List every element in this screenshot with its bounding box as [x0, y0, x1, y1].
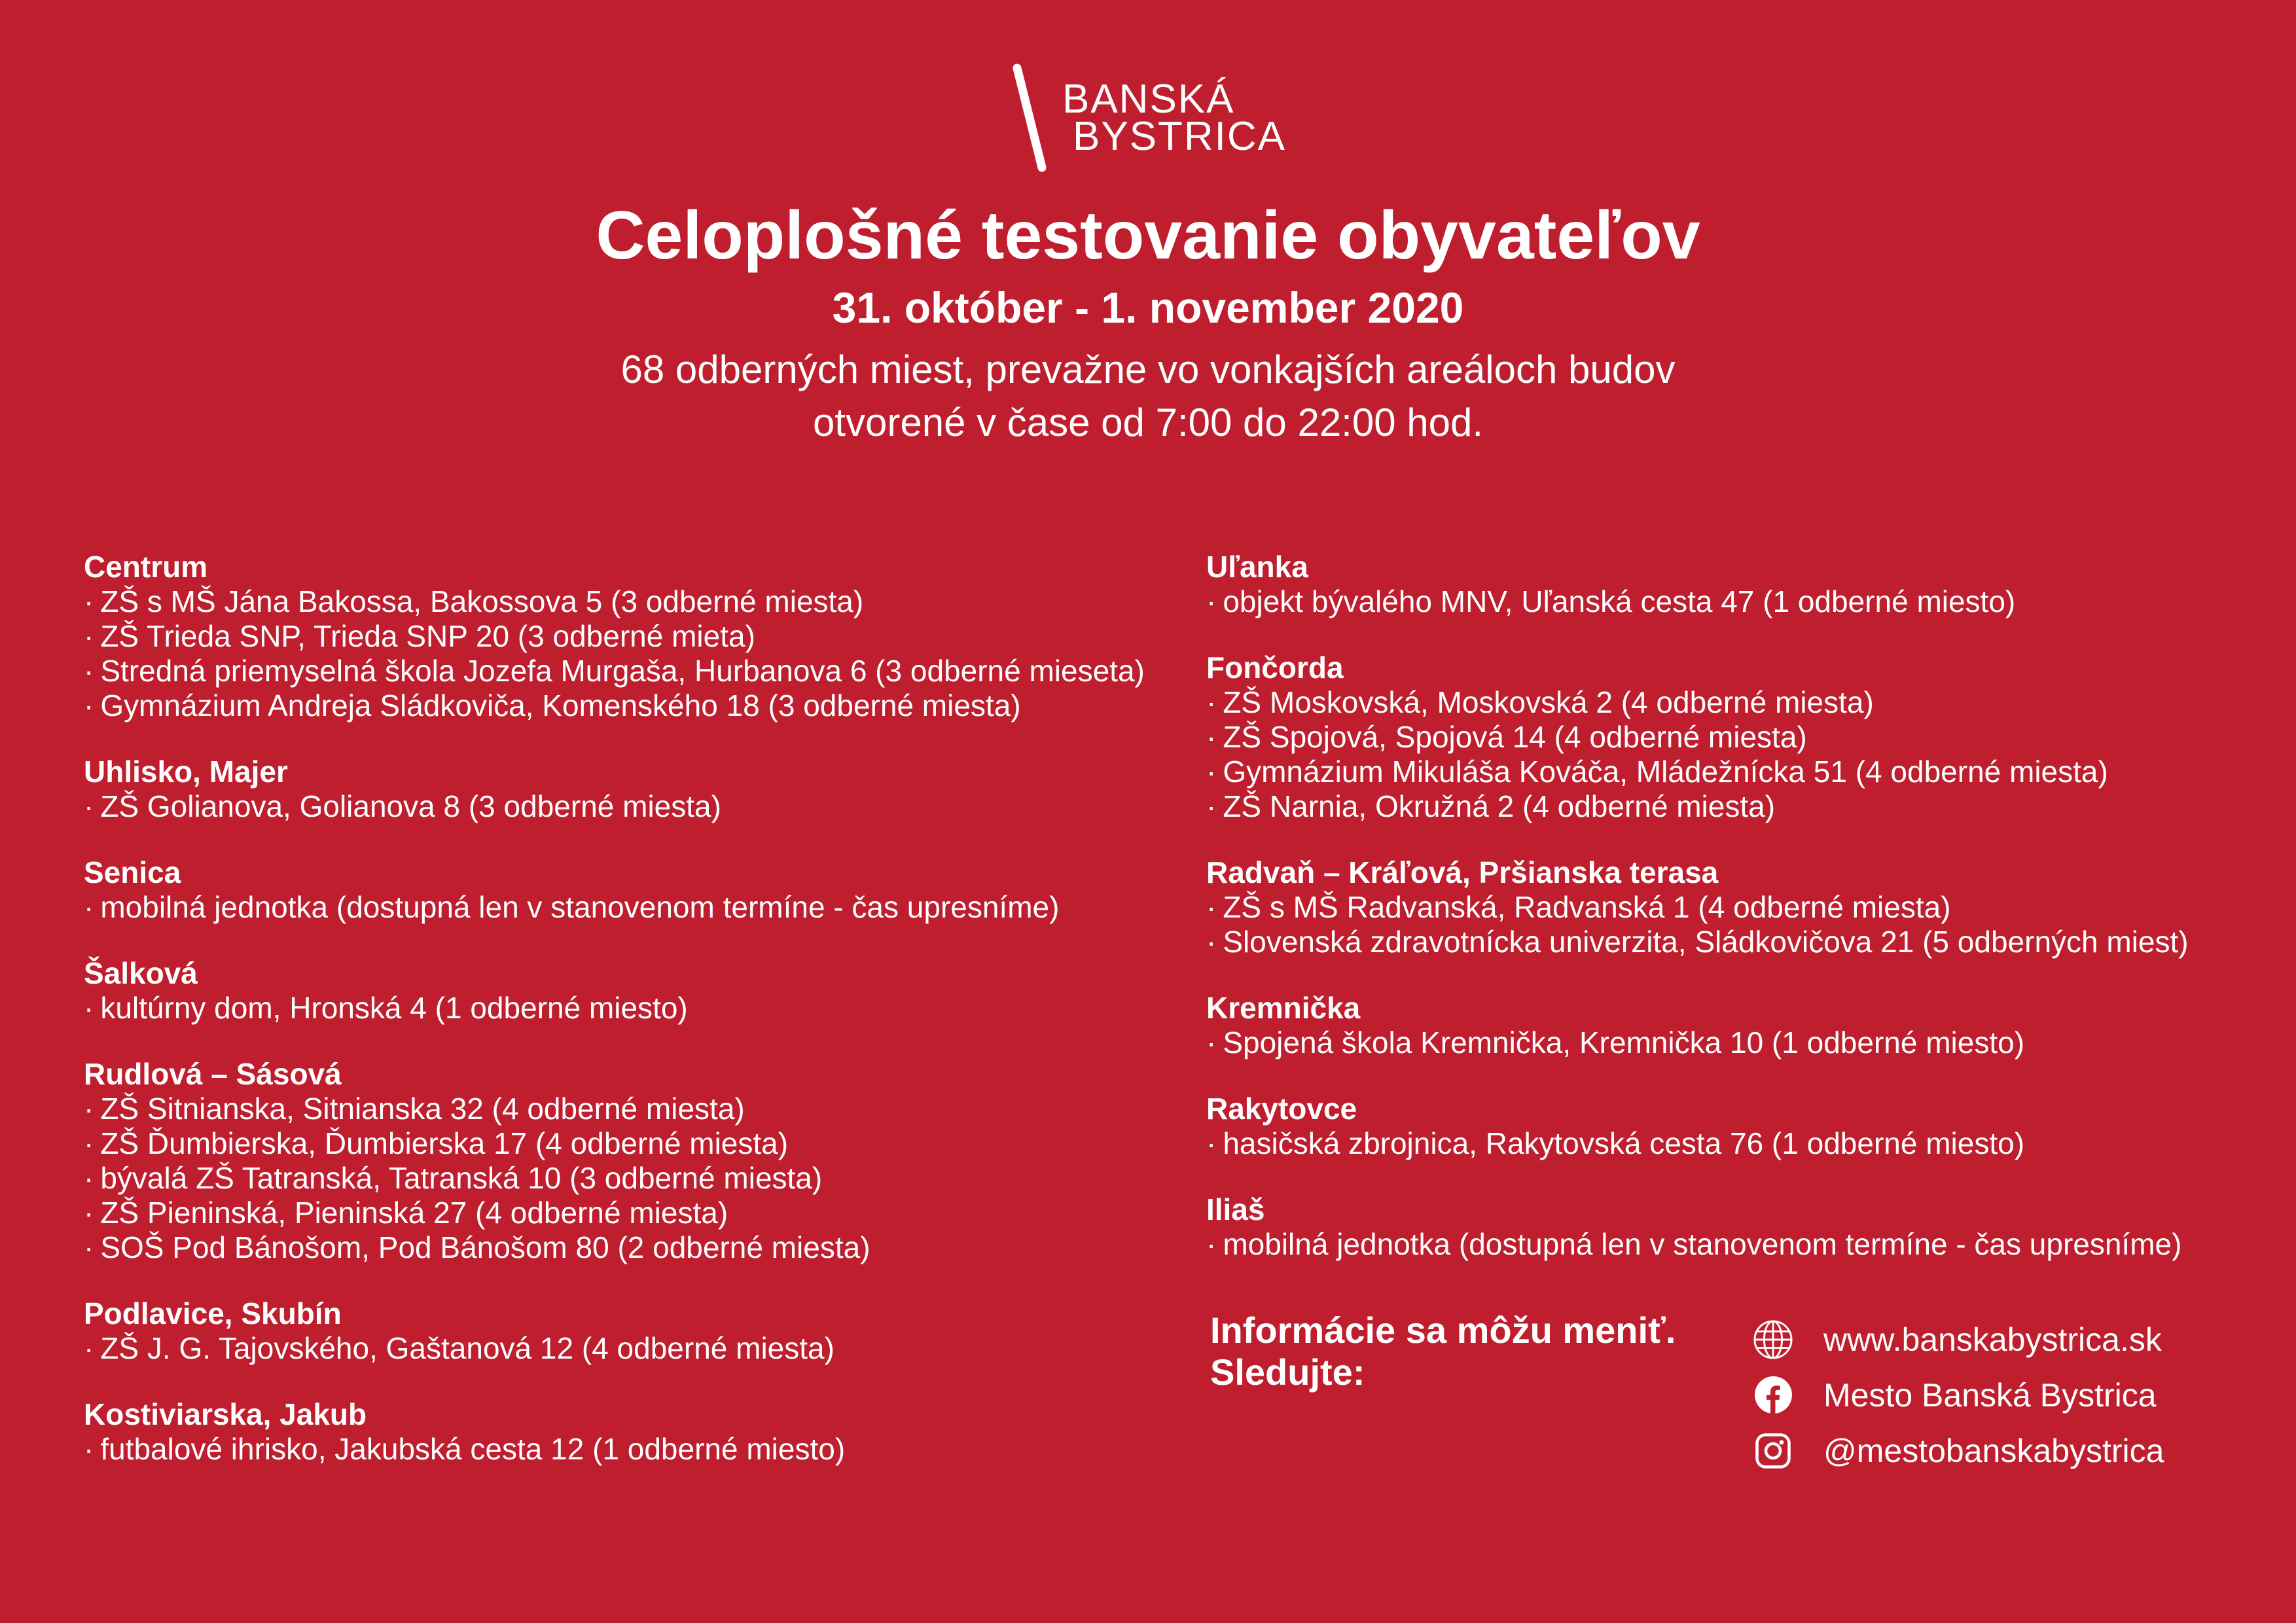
location-text: Gymnázium Andreja Sládkoviča, Komenského 18 (3 odberné miesta) [100, 688, 1021, 722]
district-heading: Uľanka [1206, 550, 1308, 584]
location-text: SOŠ Pod Bánošom, Pod Bánošom 80 (2 odberné miesta) [100, 1230, 870, 1264]
district-section [1206, 991, 2293, 1060]
location-text: ZŠ Spojová, Spojová 14 (4 odberné miesta) [1223, 720, 1807, 754]
location-item [84, 1230, 1190, 1265]
intro-line-2: otvorené v čase od 7:00 do 22:00 hod. [812, 401, 1484, 444]
social-link-row [1751, 1367, 2164, 1423]
district-heading: Senica [84, 855, 181, 889]
location-item [1206, 720, 2293, 755]
bullet-marker: · [84, 1161, 94, 1195]
location-text: Gymnázium Mikuláša Kováča, Mládežnícka 51 (4 odberné miesta) [1223, 755, 2108, 789]
bullet-marker: · [84, 1092, 94, 1126]
bullet-marker: · [84, 890, 94, 924]
district-section [84, 956, 1190, 1026]
location-item [84, 789, 1190, 824]
social-label: @mestobanskabystrica [1823, 1432, 2164, 1469]
district-section [1206, 651, 2293, 824]
bullet-marker: · [84, 688, 94, 722]
bullet-marker: · [1206, 1227, 1217, 1261]
logo-line2: BYSTRICA [1072, 114, 1287, 159]
district-heading: Šalková [84, 956, 198, 990]
location-text: futbalové ihrisko, Jakubská cesta 12 (1 odberné miesto) [100, 1432, 846, 1466]
district-section [84, 550, 1190, 723]
bullet-marker: · [1206, 685, 1217, 719]
location-item [1206, 890, 2293, 925]
bullet-marker: · [84, 1331, 94, 1365]
location-text: hasičská zbrojnica, Rakytovská cesta 76 (1 odberné miesto) [1223, 1126, 2025, 1160]
facebook-icon [1751, 1376, 1795, 1414]
footer-note-line2: Sledujte: [1210, 1351, 1365, 1393]
location-item [1206, 925, 2293, 959]
bullet-marker: · [1206, 584, 1217, 618]
district-heading: Rakytovce [1206, 1092, 1357, 1126]
bullet-marker: · [1206, 755, 1217, 789]
bullet-marker: · [84, 654, 94, 688]
district-heading: Fončorda [1206, 651, 1344, 685]
intro-line-1: 68 odberných miest, prevažne vo vonkajších areáloch budov [620, 348, 1676, 391]
location-text: ZŠ Moskovská, Moskovská 2 (4 odberné miesta) [1223, 685, 1874, 719]
location-item [84, 1196, 1190, 1230]
district-section [84, 855, 1190, 925]
logo-slash-icon [1010, 62, 1049, 173]
location-text: Slovenská zdravotnícka univerzita, Sládkovičova 21 (5 odberných miest) [1223, 925, 2189, 959]
bullet-marker: · [84, 619, 94, 653]
district-section [1206, 1192, 2293, 1262]
location-text: mobilná jednotka (dostupná len v stanovenom termíne - čas upresníme) [1223, 1227, 2182, 1261]
district-section [1206, 1092, 2293, 1161]
district-heading: Kostiviarska, Jakub [84, 1397, 367, 1431]
location-item [84, 991, 1190, 1026]
location-item [1206, 685, 2293, 720]
location-item [1206, 1126, 2293, 1161]
bullet-marker: · [84, 1230, 94, 1264]
location-text: kultúrny dom, Hronská 4 (1 odberné miesto) [100, 991, 688, 1025]
event-dates: 31. október - 1. november 2020 [832, 283, 1464, 332]
footer-note-line1: Informácie sa môžu meniť. [1210, 1310, 1676, 1351]
location-item [84, 1161, 1190, 1196]
location-item [84, 584, 1190, 619]
city-logo [1010, 62, 1286, 173]
locations-column-left [84, 550, 1190, 1498]
location-item [84, 619, 1190, 654]
bullet-marker: · [84, 1196, 94, 1230]
location-item [1206, 1227, 2293, 1262]
bullet-marker: · [1206, 890, 1217, 924]
bullet-marker: · [84, 584, 94, 618]
district-section [84, 755, 1190, 824]
district-heading: Podlavice, Skubín [84, 1296, 342, 1330]
location-item [84, 1432, 1190, 1467]
bullet-marker: · [1206, 925, 1217, 959]
logo-line1: BANSKÁ [1062, 77, 1235, 122]
district-section [1206, 550, 2293, 619]
location-item [84, 688, 1190, 723]
social-links [1751, 1311, 2164, 1478]
location-text: objekt bývalého MNV, Uľanská cesta 47 (1 odberné miesto) [1223, 584, 2016, 618]
bullet-marker: · [84, 789, 94, 823]
location-text: ZŠ Narnia, Okružná 2 (4 odberné miesta) [1223, 789, 1776, 823]
district-section [84, 1397, 1190, 1467]
bullet-marker: · [84, 991, 94, 1025]
social-link-row [1751, 1423, 2164, 1478]
district-heading: Centrum [84, 550, 208, 584]
location-item [84, 1331, 1190, 1366]
location-text: ZŠ s MŠ Radvanská, Radvanská 1 (4 odberné miesta) [1223, 890, 1951, 924]
bullet-marker: · [84, 1126, 94, 1160]
district-heading: Kremnička [1206, 991, 1361, 1025]
social-label: Mesto Banská Bystrica [1823, 1376, 2157, 1414]
bullet-marker: · [1206, 1026, 1217, 1060]
bullet-marker: · [1206, 789, 1217, 823]
district-heading: Iliaš [1206, 1192, 1265, 1226]
location-text: ZŠ Ďumbierska, Ďumbierska 17 (4 odberné miesta) [100, 1126, 789, 1160]
location-item [1206, 1026, 2293, 1060]
location-text: bývalá ZŠ Tatranská, Tatranská 10 (3 odberné miesta) [100, 1161, 823, 1195]
location-text: Spojená škola Kremnička, Kremnička 10 (1 odberné miesto) [1223, 1026, 2025, 1060]
district-heading: Uhlisko, Majer [84, 755, 288, 789]
instagram-icon [1751, 1432, 1795, 1470]
globe-icon [1751, 1319, 1795, 1360]
locations-column-right [1206, 550, 2293, 1293]
bullet-marker: · [1206, 1126, 1217, 1160]
district-section [1206, 855, 2293, 959]
footer-note [1210, 1310, 1676, 1393]
bullet-marker: · [1206, 720, 1217, 754]
district-section [84, 1296, 1190, 1366]
bullet-marker: · [84, 1432, 94, 1466]
social-label: www.banskabystrica.sk [1823, 1321, 2162, 1358]
location-text: mobilná jednotka (dostupná len v stanovenom termíne - čas upresníme) [100, 890, 1060, 924]
location-text: ZŠ Sitnianska, Sitnianska 32 (4 odberné miesta) [100, 1092, 745, 1126]
poster-header [0, 0, 2296, 449]
district-heading: Rudlová – Sásová [84, 1057, 342, 1091]
location-item [1206, 755, 2293, 789]
social-link-row [1751, 1311, 2164, 1367]
page-title: Celoplošné testovanie obyvateľov [596, 198, 1700, 274]
location-text: ZŠ Pieninská, Pieninská 27 (4 odberné miesta) [100, 1196, 728, 1230]
location-item [1206, 789, 2293, 824]
location-item [84, 1126, 1190, 1161]
location-item [84, 654, 1190, 688]
location-item [1206, 584, 2293, 619]
location-text: ZŠ s MŠ Jána Bakossa, Bakossova 5 (3 odberné miesta) [100, 584, 864, 618]
location-item [84, 1092, 1190, 1126]
location-text: Stredná priemyselná škola Jozefa Murgaša, Hurbanova 6 (3 odberné mieseta) [100, 654, 1145, 688]
location-text: ZŠ J. G. Tajovského, Gaštanová 12 (4 odberné miesta) [100, 1331, 834, 1365]
location-text: ZŠ Golianova, Golianova 8 (3 odberné miesta) [100, 789, 721, 823]
logo-text [1062, 77, 1287, 159]
location-text: ZŠ Trieda SNP, Trieda SNP 20 (3 odberné mieta) [100, 619, 755, 653]
location-item [84, 890, 1190, 925]
district-heading: Radvaň – Kráľová, Pršianska terasa [1206, 855, 1719, 889]
district-section [84, 1057, 1190, 1265]
